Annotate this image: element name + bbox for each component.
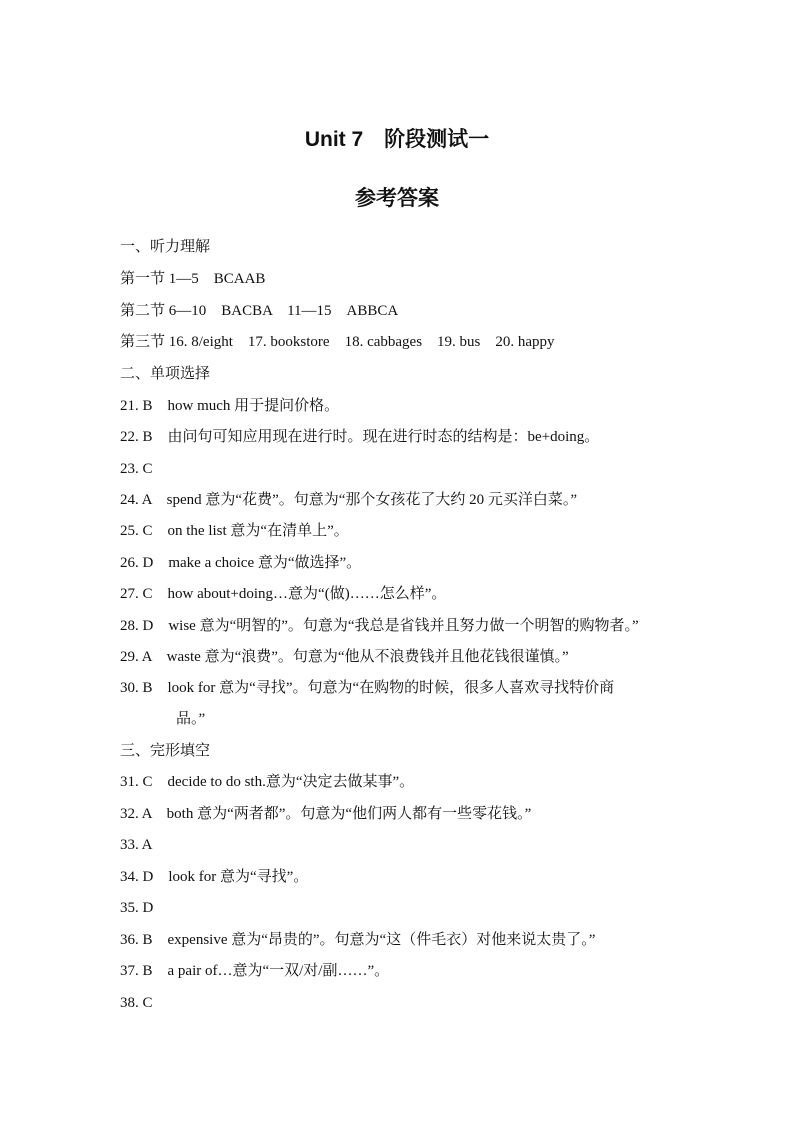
section-heading-listening: 一、听力理解: [120, 239, 211, 255]
answer-line: 23. C: [120, 461, 153, 477]
section-heading-single-choice: 二、单项选择: [120, 366, 211, 382]
answer-line: 第三节 16. 8/eight 17. bookstore 18. cabbages 19. bus 20. happy: [120, 334, 555, 350]
answer-line: 第一节 1—5 BCAAB: [120, 271, 266, 287]
answer-line: 36. B expensive 意为“昂贵的”。句意为“这（件毛衣）对他来说太贵了。”: [120, 932, 596, 948]
answer-line: 30. B look for 意为“寻找”。句意为“在购物的时候，很多人喜欢寻找特价商: [120, 680, 615, 696]
answer-line: 第二节 6—10 BACBA 11—15 ABBCA: [120, 303, 399, 319]
answer-line: 33. A: [120, 837, 153, 853]
page-subtitle: 参考答案: [355, 187, 439, 210]
answer-line: 27. C how about+doing…意为“(做)……怎么样”。: [120, 586, 447, 602]
answer-line: 24. A spend 意为“花费”。句意为“那个女孩花了大约 20 元买洋白菜。”: [120, 492, 578, 508]
answer-line: 29. A waste 意为“浪费”。句意为“他从不浪费钱并且他花钱很谨慎。”: [120, 649, 569, 665]
answer-line: 22. B 由问句可知应用现在进行时。现在进行时态的结构是：be+doing。: [120, 429, 600, 445]
answer-line: 37. B a pair of…意为“一双/对/副……”。: [120, 963, 390, 979]
section-heading-cloze: 三、完形填空: [120, 743, 211, 759]
page-title: Unit 7 阶段测试一: [304, 128, 490, 151]
answer-line: 38. C: [120, 995, 153, 1011]
answer-line: 32. A both 意为“两者都”。句意为“他们两人都有一些零花钱。”: [120, 806, 532, 822]
answer-line-continuation: 品。”: [176, 711, 206, 727]
answer-line: 25. C on the list 意为“在清单上”。: [120, 523, 349, 539]
answer-line: 35. D: [120, 900, 154, 916]
answer-line: 28. D wise 意为“明智的”。句意为“我总是省钱并且努力做一个明智的购物者。”: [120, 618, 639, 634]
answer-line: 26. D make a choice 意为“做选择”。: [120, 555, 362, 571]
answer-line: 21. B how much 用于提问价格。: [120, 398, 340, 414]
answer-line: 31. C decide to do sth.意为“决定去做某事”。: [120, 774, 415, 790]
answer-line: 34. D look for 意为“寻找”。: [120, 869, 309, 885]
